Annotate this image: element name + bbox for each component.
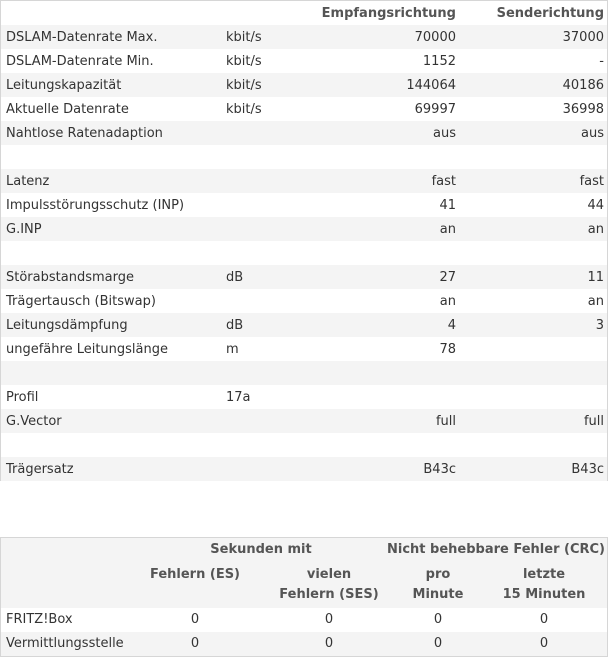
col-15min-header-line2: 15 Minuten <box>502 587 586 602</box>
col-ses-header-line2: Fehlern (SES) <box>279 587 379 602</box>
unit-label: kbit/s <box>226 101 262 117</box>
table-row <box>1 409 607 433</box>
unit-label: kbit/s <box>226 53 262 69</box>
unit-label: kbit/s <box>226 77 262 93</box>
row-label: Vermittlungsstelle <box>6 636 124 651</box>
upstream-value: 36998 <box>562 101 604 117</box>
table-row <box>1 608 607 632</box>
table-row <box>1 217 607 241</box>
last-15min-value: 0 <box>539 636 549 651</box>
header-downstream: Empfangsrichtung <box>321 5 456 21</box>
unit-label: dB <box>226 269 244 285</box>
col-es-header: Fehlern (ES) <box>149 567 241 582</box>
downstream-value: B43c <box>423 461 456 477</box>
unit-label: dB <box>226 317 244 333</box>
table-row <box>1 145 607 169</box>
table-row <box>1 49 607 73</box>
row-label: Leitungsdämpfung <box>6 317 128 333</box>
row-label: Nahtlose Ratenadaption <box>6 125 163 141</box>
downstream-value: 27 <box>439 269 456 285</box>
table-row <box>1 385 607 409</box>
downstream-value: 144064 <box>406 77 456 93</box>
ses-value: 0 <box>324 612 334 627</box>
row-label: Trägersatz <box>6 461 74 477</box>
table-row <box>1 121 607 145</box>
unit-label: m <box>226 341 239 357</box>
upstream-value: full <box>583 413 604 429</box>
header-upstream: Senderichtung <box>496 5 604 21</box>
table-row <box>1 97 607 121</box>
table-row <box>1 265 607 289</box>
per-minute-value: 0 <box>433 612 443 627</box>
table-row <box>1 457 607 481</box>
upstream-value: 11 <box>587 269 604 285</box>
downstream-value: 70000 <box>414 29 456 45</box>
upstream-value: aus <box>581 125 604 141</box>
upstream-value: 3 <box>595 317 604 333</box>
downstream-value: an <box>439 221 456 237</box>
ses-value: 0 <box>324 636 334 651</box>
table-row <box>1 73 607 97</box>
dsl-rows <box>1 25 607 481</box>
table-header-row <box>1 1 607 25</box>
unit-label: kbit/s <box>226 29 262 45</box>
row-label: FRITZ!Box <box>6 612 73 627</box>
table-row <box>1 241 607 265</box>
row-label: Impulsstörungsschutz (INP) <box>6 197 185 213</box>
row-label: DSLAM-Datenrate Min. <box>6 53 154 69</box>
table-row <box>1 193 607 217</box>
upstream-value: an <box>587 221 604 237</box>
last-15min-value: 0 <box>539 612 549 627</box>
table-row <box>1 25 607 49</box>
row-label: ungefähre Leitungslänge <box>6 341 168 357</box>
table-row <box>1 289 607 313</box>
error-column-header-row <box>1 564 607 608</box>
upstream-value: fast <box>579 173 604 189</box>
downstream-value: an <box>439 293 456 309</box>
group-seconds-header: Sekunden mit <box>210 542 312 557</box>
es-value: 0 <box>190 612 200 627</box>
downstream-value: 41 <box>439 197 456 213</box>
row-label: G.INP <box>6 221 42 237</box>
per-minute-value: 0 <box>433 636 443 651</box>
row-label: Aktuelle Datenrate <box>6 101 129 117</box>
downstream-value: fast <box>431 173 456 189</box>
downstream-value: aus <box>433 125 456 141</box>
error-group-header-row <box>1 538 607 564</box>
row-label: Leitungskapazität <box>6 77 122 93</box>
upstream-value: B43c <box>571 461 604 477</box>
downstream-value: 78 <box>439 341 456 357</box>
col-ses-header-line1: vielen <box>306 567 352 582</box>
unit-label: 17a <box>226 389 251 405</box>
table-row <box>1 337 607 361</box>
table-row <box>1 632 607 656</box>
downstream-value: 4 <box>447 317 456 333</box>
downstream-value: 1152 <box>422 53 456 69</box>
group-crc-header: Nicht behebbare Fehler (CRC) <box>387 542 605 557</box>
downstream-value: full <box>435 413 456 429</box>
col-per-minute-header-line2: Minute <box>412 587 464 602</box>
row-label: G.Vector <box>6 413 62 429</box>
col-15min-header-line1: letzte <box>522 567 566 582</box>
table-row <box>1 361 607 385</box>
table-row <box>1 433 607 457</box>
upstream-value: - <box>599 53 604 69</box>
row-label: Störabstandsmarge <box>6 269 134 285</box>
es-value: 0 <box>190 636 200 651</box>
upstream-value: 37000 <box>562 29 604 45</box>
row-label: DSLAM-Datenrate Max. <box>6 29 158 45</box>
table-row <box>1 313 607 337</box>
downstream-value: 69997 <box>414 101 456 117</box>
upstream-value: an <box>587 293 604 309</box>
table-row <box>1 169 607 193</box>
upstream-value: 44 <box>587 197 604 213</box>
row-label: Profil <box>6 389 39 405</box>
row-label: Latenz <box>6 173 50 189</box>
upstream-value: 40186 <box>562 77 604 93</box>
row-label: Trägertausch (Bitswap) <box>6 293 156 309</box>
col-per-minute-header-line1: pro <box>425 567 451 582</box>
error-stats-table <box>0 537 608 657</box>
